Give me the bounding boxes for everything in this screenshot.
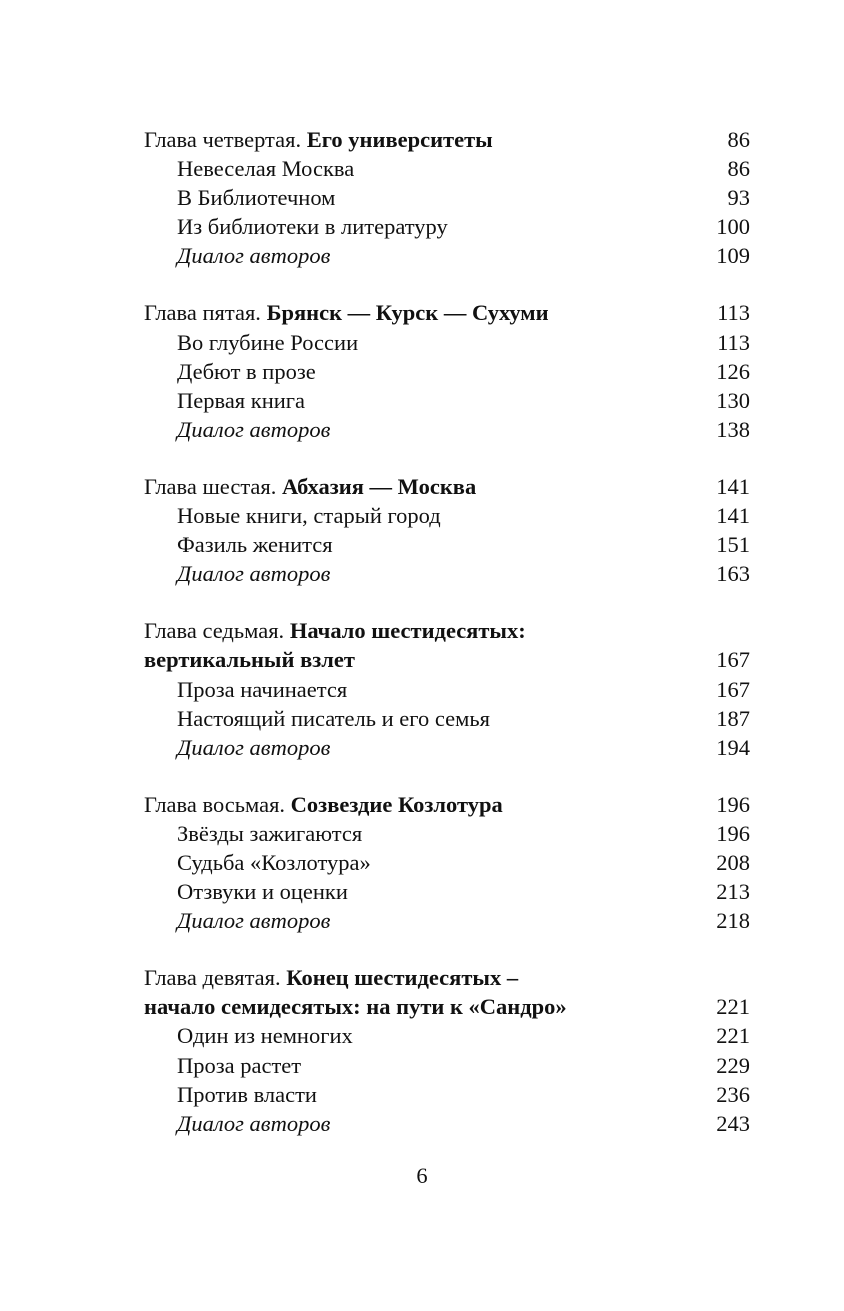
toc-entry bbox=[144, 704, 750, 733]
chapter-page-number: 167 bbox=[716, 647, 750, 673]
toc-section bbox=[144, 472, 750, 588]
chapter-heading-line bbox=[144, 472, 750, 501]
entry-page-number: 138 bbox=[716, 416, 750, 442]
chapter-title: вертикальный взлет bbox=[144, 647, 355, 673]
chapter-heading bbox=[144, 992, 567, 1021]
entry-page-number: 109 bbox=[716, 243, 750, 269]
toc-entry bbox=[144, 154, 750, 183]
toc-entry bbox=[144, 733, 750, 762]
chapter-heading-line bbox=[144, 790, 750, 819]
dialogue-entry-title: Диалог авторов bbox=[177, 561, 331, 587]
page-number: 6 bbox=[416, 1163, 428, 1188]
dialogue-entry-title: Диалог авторов bbox=[177, 734, 331, 760]
dialogue-entry-title: Диалог авторов bbox=[177, 908, 331, 934]
chapter-page-number: 86 bbox=[727, 127, 750, 152]
toc-section bbox=[144, 616, 750, 761]
entry-page-number: 130 bbox=[716, 387, 750, 413]
entry-page-number: 229 bbox=[716, 1052, 750, 1078]
toc-entry bbox=[144, 906, 750, 935]
chapter-heading bbox=[144, 616, 526, 645]
entry-page-number: 126 bbox=[716, 358, 750, 384]
toc-entry bbox=[144, 1051, 750, 1080]
chapter-title: Начало шестидесятых: bbox=[289, 618, 526, 644]
entry-page-number: 113 bbox=[717, 329, 750, 355]
entry-page-number: 243 bbox=[716, 1110, 750, 1136]
entry-page-number: 187 bbox=[716, 705, 750, 731]
table-of-contents bbox=[144, 125, 750, 1166]
toc-entry bbox=[144, 357, 750, 386]
entry-page-number: 141 bbox=[716, 503, 750, 529]
toc-entry bbox=[144, 819, 750, 848]
chapter-heading-line bbox=[144, 963, 750, 992]
dialogue-entry-title: Диалог авторов bbox=[177, 416, 331, 442]
toc-entry bbox=[144, 1021, 750, 1050]
chapter-page-number: 221 bbox=[716, 994, 750, 1020]
entry-title: Проза начинается bbox=[177, 676, 348, 702]
chapter-label: Глава седьмая. bbox=[144, 618, 285, 644]
entry-title: Новые книги, старый город bbox=[177, 503, 441, 529]
entry-title: Из библиотеки в литературу bbox=[177, 214, 448, 240]
entry-title: Фазиль женится bbox=[177, 532, 333, 558]
toc-entry bbox=[144, 1080, 750, 1109]
entry-page-number: 86 bbox=[727, 156, 750, 182]
entry-title: Против власти bbox=[177, 1081, 317, 1107]
chapter-page-number: 141 bbox=[716, 473, 750, 499]
chapter-heading-line bbox=[144, 125, 750, 154]
entry-page-number: 163 bbox=[716, 561, 750, 587]
chapter-label: Глава четвертая. bbox=[144, 127, 302, 152]
chapter-heading bbox=[144, 125, 493, 154]
chapter-title: Его университеты bbox=[306, 127, 493, 152]
toc-entry bbox=[144, 212, 750, 241]
chapter-page-number: 196 bbox=[716, 791, 750, 817]
entry-title: Один из немногих bbox=[177, 1023, 353, 1049]
toc-section bbox=[144, 963, 750, 1138]
entry-title: В Библиотечном bbox=[177, 185, 336, 211]
toc-entry bbox=[144, 415, 750, 444]
entry-page-number: 194 bbox=[716, 734, 750, 760]
chapter-heading bbox=[144, 298, 549, 327]
chapter-label: Глава девятая. bbox=[144, 965, 281, 991]
dialogue-entry-title: Диалог авторов bbox=[177, 243, 331, 269]
toc-entry bbox=[144, 1109, 750, 1138]
toc-entry bbox=[144, 848, 750, 877]
chapter-heading-line bbox=[144, 645, 750, 674]
toc-entry bbox=[144, 241, 750, 270]
entry-title: Звёзды зажигаются bbox=[177, 820, 363, 846]
chapter-heading-line bbox=[144, 298, 750, 327]
chapter-page-number: 113 bbox=[717, 300, 750, 326]
entry-page-number: 93 bbox=[727, 185, 750, 211]
entry-page-number: 208 bbox=[716, 849, 750, 875]
chapter-heading bbox=[144, 790, 503, 819]
toc-entry bbox=[144, 530, 750, 559]
entry-title: Дебют в прозе bbox=[177, 358, 316, 384]
toc-section bbox=[144, 790, 750, 935]
chapter-title: Созвездие Козлотура bbox=[290, 791, 503, 817]
chapter-heading-line bbox=[144, 992, 750, 1021]
entry-title: Отзвуки и оценки bbox=[177, 879, 348, 905]
entry-title: Судьба «Козлотура» bbox=[177, 849, 371, 875]
entry-title: Настоящий писатель и его семья bbox=[177, 705, 490, 731]
chapter-title: Конец шестидесятых – bbox=[286, 965, 519, 991]
entry-page-number: 196 bbox=[716, 820, 750, 846]
entry-page-number: 218 bbox=[716, 908, 750, 934]
chapter-label: Глава шестая. bbox=[144, 473, 277, 499]
chapter-title: начало семидесятых: на пути к «Сандро» bbox=[144, 994, 567, 1020]
entry-page-number: 236 bbox=[716, 1081, 750, 1107]
toc-entry bbox=[144, 386, 750, 415]
toc-entry bbox=[144, 877, 750, 906]
chapter-heading bbox=[144, 472, 476, 501]
chapter-label: Глава восьмая. bbox=[144, 791, 286, 817]
toc-entry bbox=[144, 559, 750, 588]
toc-entry bbox=[144, 501, 750, 530]
chapter-title: Брянск — Курск — Сухуми bbox=[266, 300, 549, 326]
chapter-label: Глава пятая. bbox=[144, 300, 261, 326]
toc-entry bbox=[144, 675, 750, 704]
chapter-heading bbox=[144, 645, 355, 674]
dialogue-entry-title: Диалог авторов bbox=[177, 1110, 331, 1136]
entry-page-number: 213 bbox=[716, 879, 750, 905]
entry-page-number: 221 bbox=[716, 1023, 750, 1049]
toc-entry bbox=[144, 183, 750, 212]
entry-title: Невеселая Москва bbox=[177, 156, 355, 182]
toc-section bbox=[144, 298, 750, 443]
entry-title: Первая книга bbox=[177, 387, 306, 413]
entry-title: Проза растет bbox=[177, 1052, 302, 1078]
chapter-heading bbox=[144, 963, 518, 992]
entry-page-number: 151 bbox=[716, 532, 750, 558]
entry-page-number: 100 bbox=[716, 214, 750, 240]
entry-page-number: 167 bbox=[716, 676, 750, 702]
entry-title: Во глубине России bbox=[177, 329, 359, 355]
chapter-title: Абхазия — Москва bbox=[282, 473, 477, 499]
toc-entry bbox=[144, 328, 750, 357]
chapter-heading-line bbox=[144, 616, 750, 645]
toc-section bbox=[144, 125, 750, 270]
